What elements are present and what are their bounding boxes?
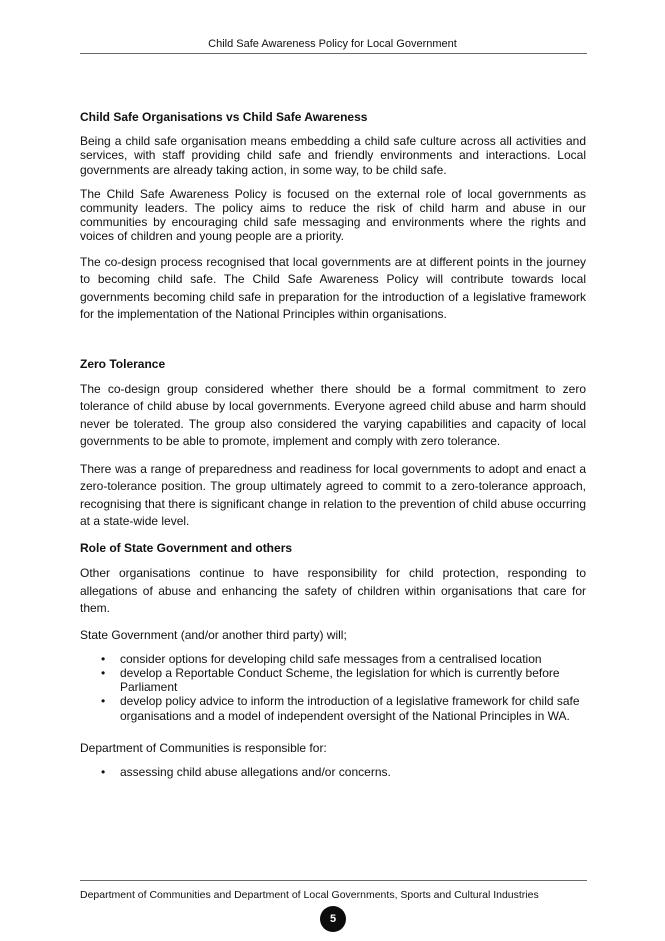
header-divider <box>80 53 587 54</box>
page-footer: Department of Communities and Department of Local Governments, Sports and Cultural Industries <box>80 889 539 901</box>
list-item <box>80 666 586 694</box>
list-item <box>80 652 586 666</box>
list-item-text: consider options for developing child safe messages from a centralised location <box>120 651 542 666</box>
page-header: Child Safe Awareness Policy for Local Government <box>208 38 457 50</box>
page-content <box>80 110 586 789</box>
bullet-icon: • <box>101 764 106 779</box>
paragraph: The Child Safe Awareness Policy is focused on the external role of local governments as community leaders. The policy aims to reduce the risk of child harm and abuse in our communities by encouraging child safe messaging and environments where the rights and voices of children and young people are a priority. <box>80 186 586 244</box>
page-number-badge: 5 <box>320 906 346 932</box>
paragraph: The co-design group considered whether there should be a formal commitment to zero tolerance of child abuse by local governments. Everyone agreed child abuse and harm should never be tolerated. The group also considered the varying capabilities and capacity of local governments to be able to promote, implement and comply with zero tolerance. <box>80 381 586 449</box>
bullet-list-department-of-communities <box>80 765 586 779</box>
paragraph: Being a child safe organisation means embedding a child safe culture across all activities and services, with staff providing child safe and friendly environments and interactions. Local governments are already taking action, in some way, to be child safe. <box>80 134 586 177</box>
footer-divider <box>80 880 587 881</box>
paragraph: State Government (and/or another third party) will; <box>80 627 347 642</box>
section-heading-zero-tolerance: Zero Tolerance <box>80 356 166 371</box>
paragraph: Department of Communities is responsible for: <box>80 740 327 755</box>
section-heading-child-safe-organisations: Child Safe Organisations vs Child Safe Awareness <box>80 110 368 124</box>
paragraph: Other organisations continue to have responsibility for child protection, responding to allegations of abuse and enhancing the safety of children within organisations that care for them. <box>80 566 586 616</box>
paragraph: There was a range of preparedness and readiness for local governments to adopt and enact a zero-tolerance position. The group ultimately agreed to commit to a zero-tolerance approach, recognising that there is significant change in relation to the prevention of child abuse occurring at a state-wide level. <box>80 461 586 529</box>
list-item <box>80 765 586 779</box>
list-item-text: develop a Reportable Conduct Scheme, the legislation for which is currently before Parliament <box>120 665 560 695</box>
bullet-list-state-government <box>80 652 586 723</box>
bullet-icon: • <box>101 665 106 680</box>
bullet-icon: • <box>101 651 106 666</box>
list-item <box>80 694 586 722</box>
list-item-text: assessing child abuse allegations and/or concerns. <box>120 764 391 779</box>
section-heading-role-of-state-government: Role of State Government and others <box>80 540 293 555</box>
paragraph: The co-design process recognised that local governments are at different points in the journey to becoming child safe. The Child Safe Awareness Policy will contribute towards local governments becoming child safe in preparation for the introduction of a legislative framework for the implementation of the National Principles within organisations. <box>80 254 586 322</box>
bullet-icon: • <box>101 694 106 709</box>
list-item-text: develop policy advice to inform the introduction of a legislative framework for child safe organisations and a model of independent oversight of the National Principles in WA. <box>120 694 580 723</box>
